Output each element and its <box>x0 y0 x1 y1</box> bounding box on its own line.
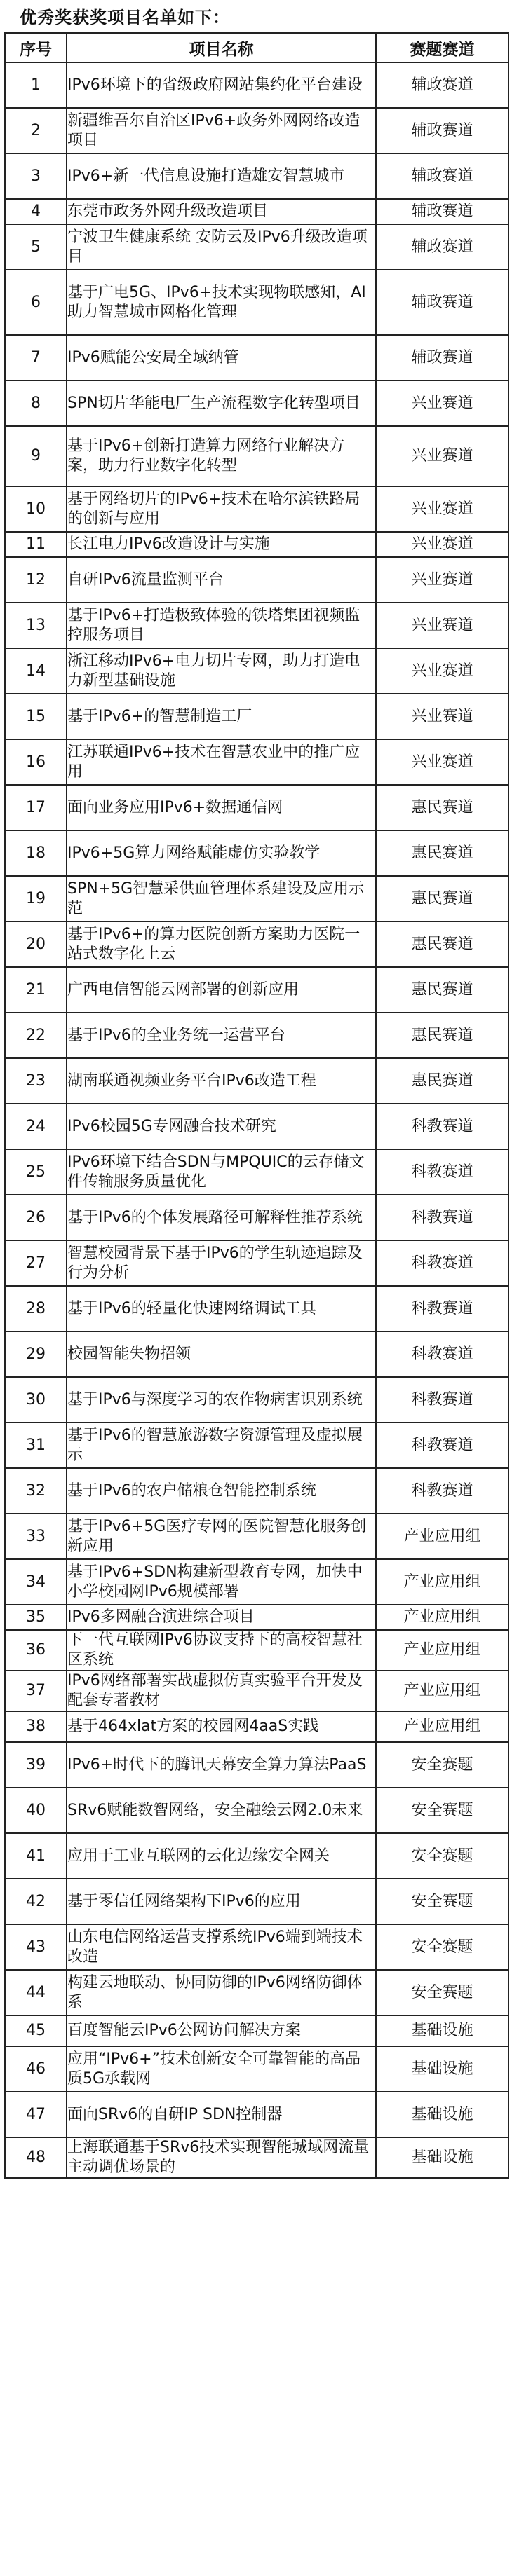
project-name: 基于IPv6的农户储粮仓智能控制系统 <box>67 1468 376 1514</box>
row-number: 1 <box>5 62 67 108</box>
table-body <box>5 62 508 2178</box>
track-name: 产业应用组 <box>376 1711 508 1742</box>
project-name: 校园智能失物招领 <box>67 1331 376 1377</box>
track-name: 科教赛道 <box>376 1240 508 1286</box>
project-name: 自研IPv6流量监测平台 <box>67 557 376 603</box>
project-name: SPN+5G智慧采供血管理体系建设及应用示范 <box>67 876 376 922</box>
table-row <box>5 2137 508 2178</box>
project-name: 长江电力IPv6改造设计与实施 <box>67 532 376 557</box>
table-row <box>5 1468 508 1514</box>
table-header-row <box>5 33 508 62</box>
track-name: 安全赛题 <box>376 1924 508 1970</box>
project-name: IPv6+时代下的腾讯天幕安全算力算法PaaS <box>67 1742 376 1788</box>
row-number: 40 <box>5 1788 67 1833</box>
track-name: 基础设施 <box>376 2092 508 2137</box>
table-row <box>5 1924 508 1970</box>
table-row <box>5 603 508 648</box>
track-name: 辅政赛道 <box>376 270 508 335</box>
row-number: 28 <box>5 1286 67 1331</box>
table-row <box>5 557 508 603</box>
table-row <box>5 922 508 967</box>
table-row <box>5 1149 508 1195</box>
table-row <box>5 1286 508 1331</box>
project-name: 基于IPv6的全业务统一运营平台 <box>67 1013 376 1058</box>
row-number: 32 <box>5 1468 67 1514</box>
project-name: 广西电信智能云网部署的创新应用 <box>67 967 376 1013</box>
project-name: 面向业务应用IPv6+数据通信网 <box>67 785 376 830</box>
table-row <box>5 1833 508 1879</box>
track-name: 辅政赛道 <box>376 153 508 199</box>
table-row <box>5 1331 508 1377</box>
project-name: 江苏联通IPv6+技术在智慧农业中的推广应用 <box>67 739 376 785</box>
track-name: 产业应用组 <box>376 1630 508 1671</box>
track-name: 惠民赛道 <box>376 830 508 876</box>
track-name: 科教赛道 <box>376 1286 508 1331</box>
project-name: 湖南联通视频业务平台IPv6改造工程 <box>67 1058 376 1104</box>
track-name: 惠民赛道 <box>376 1058 508 1104</box>
track-name: 兴业赛道 <box>376 532 508 557</box>
table-row <box>5 224 508 270</box>
table-row <box>5 1559 508 1605</box>
track-name: 科教赛道 <box>376 1331 508 1377</box>
row-number: 6 <box>5 270 67 335</box>
project-name: IPv6+新一代信息设施打造雄安智慧城市 <box>67 153 376 199</box>
project-name: SPN切片华能电厂生产流程数字化转型项目 <box>67 381 376 426</box>
track-name: 科教赛道 <box>376 1377 508 1423</box>
row-number: 15 <box>5 694 67 739</box>
table-row <box>5 381 508 426</box>
project-name: 东莞市政务外网升级改造项目 <box>67 199 376 224</box>
row-number: 24 <box>5 1104 67 1149</box>
project-name: IPv6环境下的省级政府网站集约化平台建设 <box>67 62 376 108</box>
table-row <box>5 1377 508 1423</box>
track-name: 产业应用组 <box>376 1605 508 1630</box>
table-row <box>5 1879 508 1924</box>
track-name: 惠民赛道 <box>376 785 508 830</box>
table-row <box>5 426 508 486</box>
row-number: 43 <box>5 1924 67 1970</box>
page-heading: 优秀奖获奖项目名单如下： <box>20 8 230 27</box>
row-number: 23 <box>5 1058 67 1104</box>
table-row <box>5 1195 508 1240</box>
row-number: 27 <box>5 1240 67 1286</box>
table-row <box>5 1788 508 1833</box>
table-row <box>5 1742 508 1788</box>
table-row <box>5 830 508 876</box>
row-number: 25 <box>5 1149 67 1195</box>
row-number: 39 <box>5 1742 67 1788</box>
project-name: SRv6赋能数智网络，安全融绘云网2.0未来 <box>67 1788 376 1833</box>
project-name: 基于广电5G、IPv6+技术实现物联感知，AI助力智慧城市网格化管理 <box>67 270 376 335</box>
project-name: 百度智能云IPv6公网访问解决方案 <box>67 2015 376 2046</box>
table-row <box>5 1058 508 1104</box>
project-name: 基于IPv6+的算力医院创新方案助力医院一站式数字化上云 <box>67 922 376 967</box>
project-name: 应用“IPv6+”技术创新安全可靠智能的高品质5G承载网 <box>67 2046 376 2092</box>
row-number: 38 <box>5 1711 67 1742</box>
track-name: 安全赛题 <box>376 1742 508 1788</box>
table-row <box>5 1970 508 2015</box>
project-name: 基于IPv6+的智慧制造工厂 <box>67 694 376 739</box>
row-number: 37 <box>5 1671 67 1711</box>
project-name: 下一代互联网IPv6协议支持下的高校智慧社区系统 <box>67 1630 376 1671</box>
row-number: 41 <box>5 1833 67 1879</box>
track-name: 科教赛道 <box>376 1423 508 1468</box>
table-row <box>5 62 508 108</box>
row-number: 4 <box>5 199 67 224</box>
project-name: 应用于工业互联网的云化边缘安全网关 <box>67 1833 376 1879</box>
row-number: 33 <box>5 1514 67 1559</box>
table-row <box>5 108 508 153</box>
column-header-number: 序号 <box>5 33 67 62</box>
table-row <box>5 1423 508 1468</box>
table-row <box>5 1514 508 1559</box>
track-name: 基础设施 <box>376 2046 508 2092</box>
project-name: 基于IPv6的个体发展路径可解释性推荐系统 <box>67 1195 376 1240</box>
row-number: 44 <box>5 1970 67 2015</box>
track-name: 基础设施 <box>376 2137 508 2178</box>
track-name: 辅政赛道 <box>376 62 508 108</box>
project-name: 基于IPv6+SDN构建新型教育专网，加快中小学校园网IPv6规模部署 <box>67 1559 376 1605</box>
track-name: 兴业赛道 <box>376 694 508 739</box>
table-row <box>5 1711 508 1742</box>
track-name: 惠民赛道 <box>376 876 508 922</box>
project-name: 基于IPv6+打造极致体验的铁塔集团视频监控服务项目 <box>67 603 376 648</box>
track-name: 辅政赛道 <box>376 335 508 381</box>
track-name: 兴业赛道 <box>376 381 508 426</box>
table-row <box>5 1013 508 1058</box>
row-number: 5 <box>5 224 67 270</box>
table-row <box>5 2046 508 2092</box>
project-name: 宁波卫生健康系统 安防云及IPv6升级改造项目 <box>67 224 376 270</box>
track-name: 兴业赛道 <box>376 486 508 532</box>
table-row <box>5 694 508 739</box>
row-number: 19 <box>5 876 67 922</box>
row-number: 48 <box>5 2137 67 2178</box>
track-name: 科教赛道 <box>376 1149 508 1195</box>
table-row <box>5 270 508 335</box>
track-name: 产业应用组 <box>376 1671 508 1711</box>
track-name: 惠民赛道 <box>376 967 508 1013</box>
table-row <box>5 1240 508 1286</box>
row-number: 29 <box>5 1331 67 1377</box>
row-number: 31 <box>5 1423 67 1468</box>
row-number: 18 <box>5 830 67 876</box>
track-name: 安全赛题 <box>376 1970 508 2015</box>
project-name: 基于464xlat方案的校园网4aaS实践 <box>67 1711 376 1742</box>
table-row <box>5 785 508 830</box>
track-name: 惠民赛道 <box>376 922 508 967</box>
project-name: 基于IPv6的智慧旅游数字资源管理及虚拟展示 <box>67 1423 376 1468</box>
project-name: 构建云地联动、协同防御的IPv6网络防御体系 <box>67 1970 376 2015</box>
project-name: 基于零信任网络架构下IPv6的应用 <box>67 1879 376 1924</box>
row-number: 14 <box>5 648 67 694</box>
table-row <box>5 1104 508 1149</box>
row-number: 20 <box>5 922 67 967</box>
track-name: 安全赛题 <box>376 1788 508 1833</box>
track-name: 科教赛道 <box>376 1104 508 1149</box>
table-row <box>5 532 508 557</box>
project-name: 面向SRv6的自研IP SDN控制器 <box>67 2092 376 2137</box>
project-name: IPv6环境下结合SDN与MPQUIC的云存储文件传输服务质量优化 <box>67 1149 376 1195</box>
track-name: 安全赛题 <box>376 1833 508 1879</box>
project-name: 基于IPv6+创新打造算力网络行业解决方案，助力行业数字化转型 <box>67 426 376 486</box>
row-number: 2 <box>5 108 67 153</box>
track-name: 辅政赛道 <box>376 108 508 153</box>
table-row <box>5 335 508 381</box>
track-name: 基础设施 <box>376 2015 508 2046</box>
row-number: 7 <box>5 335 67 381</box>
track-name: 惠民赛道 <box>376 1013 508 1058</box>
row-number: 34 <box>5 1559 67 1605</box>
track-name: 产业应用组 <box>376 1559 508 1605</box>
row-number: 35 <box>5 1605 67 1630</box>
project-name: IPv6校园5G专网融合技术研究 <box>67 1104 376 1149</box>
project-name: 基于IPv6的轻量化快速网络调试工具 <box>67 1286 376 1331</box>
table-row <box>5 1630 508 1671</box>
row-number: 3 <box>5 153 67 199</box>
table-row <box>5 2092 508 2137</box>
project-name: IPv6赋能公安局全域纳管 <box>67 335 376 381</box>
project-name: 基于IPv6与深度学习的农作物病害识别系统 <box>67 1377 376 1423</box>
table-row <box>5 648 508 694</box>
award-table <box>4 32 509 2179</box>
row-number: 13 <box>5 603 67 648</box>
column-header-project-name: 项目名称 <box>67 33 376 62</box>
table-row <box>5 1671 508 1711</box>
track-name: 辅政赛道 <box>376 199 508 224</box>
project-name: 智慧校园背景下基于IPv6的学生轨迹追踪及行为分析 <box>67 1240 376 1286</box>
row-number: 36 <box>5 1630 67 1671</box>
track-name: 产业应用组 <box>376 1514 508 1559</box>
row-number: 11 <box>5 532 67 557</box>
table-row <box>5 486 508 532</box>
track-name: 兴业赛道 <box>376 426 508 486</box>
project-name: 上海联通基于SRv6技术实现智能城域网流量主动调优场景的 <box>67 2137 376 2178</box>
column-header-track: 赛题赛道 <box>376 33 508 62</box>
track-name: 兴业赛道 <box>376 603 508 648</box>
row-number: 45 <box>5 2015 67 2046</box>
table-row <box>5 1605 508 1630</box>
project-name: 新疆维吾尔自治区IPv6+政务外网网络改造项目 <box>67 108 376 153</box>
row-number: 22 <box>5 1013 67 1058</box>
project-name: 山东电信网络运营支撑系统IPv6端到端技术改造 <box>67 1924 376 1970</box>
row-number: 10 <box>5 486 67 532</box>
table-row <box>5 153 508 199</box>
track-name: 辅政赛道 <box>376 224 508 270</box>
row-number: 17 <box>5 785 67 830</box>
track-name: 兴业赛道 <box>376 648 508 694</box>
project-name: 基于网络切片的IPv6+技术在哈尔滨铁路局的创新与应用 <box>67 486 376 532</box>
track-name: 安全赛题 <box>376 1879 508 1924</box>
row-number: 26 <box>5 1195 67 1240</box>
row-number: 47 <box>5 2092 67 2137</box>
track-name: 兴业赛道 <box>376 557 508 603</box>
row-number: 21 <box>5 967 67 1013</box>
row-number: 9 <box>5 426 67 486</box>
project-name: 浙江移动IPv6+电力切片专网，助力打造电力新型基础设施 <box>67 648 376 694</box>
row-number: 8 <box>5 381 67 426</box>
track-name: 兴业赛道 <box>376 739 508 785</box>
project-name: IPv6网络部署实战虚拟仿真实验平台开发及配套专著教材 <box>67 1671 376 1711</box>
table-row <box>5 199 508 224</box>
row-number: 42 <box>5 1879 67 1924</box>
row-number: 12 <box>5 557 67 603</box>
project-name: IPv6多网融合演进综合项目 <box>67 1605 376 1630</box>
project-name: 基于IPv6+5G医疗专网的医院智慧化服务创新应用 <box>67 1514 376 1559</box>
project-name: IPv6+5G算力网络赋能虚仿实验教学 <box>67 830 376 876</box>
table-row <box>5 876 508 922</box>
track-name: 科教赛道 <box>376 1468 508 1514</box>
row-number: 30 <box>5 1377 67 1423</box>
row-number: 46 <box>5 2046 67 2092</box>
table-row <box>5 739 508 785</box>
table-row <box>5 2015 508 2046</box>
row-number: 16 <box>5 739 67 785</box>
table-row <box>5 967 508 1013</box>
track-name: 科教赛道 <box>376 1195 508 1240</box>
